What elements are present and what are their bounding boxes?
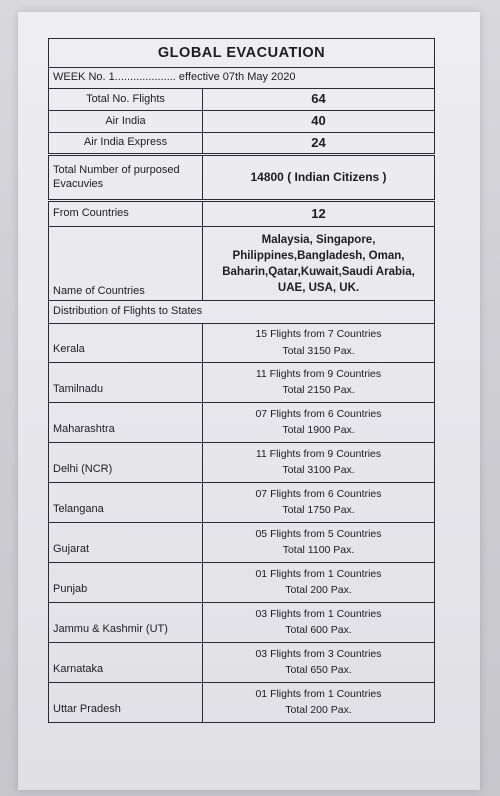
distribution-heading-row xyxy=(49,301,435,324)
flights-text: 11 Flights from 9 Countries xyxy=(255,367,382,380)
flights-text: 15 Flights from 7 Countries xyxy=(255,328,382,341)
state-distribution xyxy=(203,642,435,682)
table-row xyxy=(49,362,435,402)
pax-total: Total 3150 Pax. xyxy=(282,345,355,358)
table-row xyxy=(49,482,435,522)
state-name: Jammu & Kashmir (UT) xyxy=(49,602,203,642)
table-row xyxy=(49,402,435,442)
country-names-value: Malaysia, Singapore, Philippines,Bangladesh, Oman, Baharin,Qatar,Kuwait,Saudi Arabia, UAE, USA, UK. xyxy=(203,227,435,301)
air-india-express-value: 24 xyxy=(203,133,435,155)
state-distribution xyxy=(203,562,435,602)
state-distribution xyxy=(203,324,435,363)
pax-total: Total 1900 Pax. xyxy=(282,424,355,437)
flights-text: 03 Flights from 1 Countries xyxy=(255,607,382,620)
air-india-value: 40 xyxy=(203,111,435,133)
evacuees-label: Total Number of purposed Evacuvies xyxy=(49,155,203,201)
flights-total-label: Total No. Flights xyxy=(49,89,203,111)
pax-total: Total 650 Pax. xyxy=(285,664,352,677)
pax-total: Total 200 Pax. xyxy=(285,584,352,597)
air-india-label: Air India xyxy=(49,111,203,133)
state-name: Tamilnadu xyxy=(49,362,203,402)
country-names-row xyxy=(49,227,435,301)
state-distribution xyxy=(203,682,435,722)
flights-text: 03 Flights from 3 Countries xyxy=(255,647,382,660)
state-name: Maharashtra xyxy=(49,402,203,442)
evacuees-value: 14800 ( Indian Citizens ) xyxy=(203,155,435,201)
air-india-express-label: Air India Express xyxy=(49,133,203,155)
pax-total: Total 600 Pax. xyxy=(285,624,352,637)
evacuation-table xyxy=(48,38,435,723)
state-distribution xyxy=(203,402,435,442)
pax-total: Total 2150 Pax. xyxy=(282,384,355,397)
pax-total: Total 1750 Pax. xyxy=(282,504,355,517)
state-name: Kerala xyxy=(49,324,203,363)
state-distribution xyxy=(203,362,435,402)
state-name: Karnataka xyxy=(49,642,203,682)
table-row xyxy=(49,522,435,562)
from-countries-label: From Countries xyxy=(49,201,203,227)
evacuees-row xyxy=(49,155,435,201)
table-row xyxy=(49,442,435,482)
air-india-express-row xyxy=(49,133,435,155)
state-name: Uttar Pradesh xyxy=(49,682,203,722)
country-names-label: Name of Countries xyxy=(49,227,203,301)
state-distribution xyxy=(203,442,435,482)
flights-text: 05 Flights from 5 Countries xyxy=(255,527,382,540)
table-row xyxy=(49,324,435,363)
week-text: WEEK No. 1.................... effective 07th May 2020 xyxy=(49,68,435,89)
title-row xyxy=(49,39,435,68)
state-distribution xyxy=(203,482,435,522)
flights-total-value: 64 xyxy=(203,89,435,111)
table-title: GLOBAL EVACUATION xyxy=(49,39,435,68)
state-name: Delhi (NCR) xyxy=(49,442,203,482)
pax-total: Total 200 Pax. xyxy=(285,704,352,717)
state-name: Punjab xyxy=(49,562,203,602)
flights-text: 07 Flights from 6 Countries xyxy=(255,487,382,500)
flights-text: 01 Flights from 1 Countries xyxy=(255,567,382,580)
state-name: Gujarat xyxy=(49,522,203,562)
pax-total: Total 1100 Pax. xyxy=(282,544,355,557)
flights-text: 01 Flights from 1 Countries xyxy=(255,687,382,700)
state-name: Telangana xyxy=(49,482,203,522)
state-distribution xyxy=(203,522,435,562)
flights-text: 07 Flights from 6 Countries xyxy=(255,407,382,420)
pax-total: Total 3100 Pax. xyxy=(282,464,355,477)
air-india-row xyxy=(49,111,435,133)
from-countries-value: 12 xyxy=(203,201,435,227)
table-row xyxy=(49,642,435,682)
from-countries-row xyxy=(49,201,435,227)
table-row xyxy=(49,602,435,642)
table-row xyxy=(49,682,435,722)
week-row xyxy=(49,68,435,89)
flights-total-row xyxy=(49,89,435,111)
flights-text: 11 Flights from 9 Countries xyxy=(255,447,382,460)
table-row xyxy=(49,562,435,602)
distribution-heading: Distribution of Flights to States xyxy=(49,301,435,324)
state-distribution xyxy=(203,602,435,642)
